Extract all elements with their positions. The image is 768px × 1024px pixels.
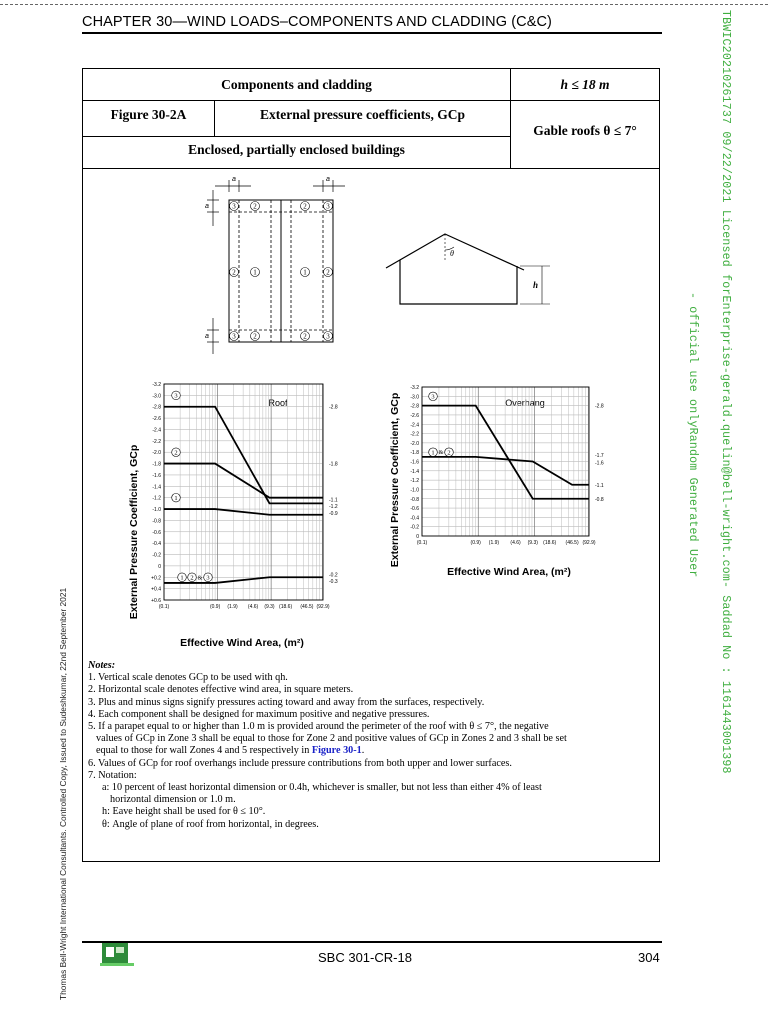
note-7-a: a: 10 percent of least horizontal dimension or 0.4h, whichever is smaller, but not less than either 4% of least <box>102 782 542 794</box>
roof-ytick-label: -3.0 <box>152 393 161 400</box>
overhang-ytick-label: -1.8 <box>410 450 419 457</box>
roof-ytick-label: -1.6 <box>152 472 161 479</box>
note-5-period: . <box>361 745 365 757</box>
overhang-ytick-label: -0.4 <box>410 515 419 522</box>
copy-watermark <box>58 520 70 1000</box>
note-5-text: equal to those for wall Zones 4 and 5 respectively in <box>96 745 310 757</box>
note-2: 2. Horizontal scale denotes effective wind area, in square meters. <box>88 684 354 696</box>
notes-heading: Notes: <box>88 660 116 671</box>
roof-ytick-label: -1.8 <box>152 461 161 468</box>
zone-label: 2 <box>326 268 330 277</box>
roof-ytick-label: -0.2 <box>152 552 161 559</box>
roof-ytick-label: -2.4 <box>152 427 161 434</box>
note-7-theta: θ: Angle of plane of roof from horizontal, in degrees. <box>102 818 319 830</box>
roof-zone-label: 3 <box>174 392 178 400</box>
roof-zone-label: 1 <box>180 574 184 582</box>
roof-chart-ylabel: External Pressure Coefficient, GCp <box>128 444 140 620</box>
roof-zone-label: 3 <box>206 574 210 582</box>
zone-label: 3 <box>326 202 330 211</box>
roof-plot-frame <box>164 384 323 600</box>
table-title: Components and cladding <box>82 68 511 101</box>
overhang-xtick-label: (1.9) <box>488 540 500 546</box>
h-label: h <box>533 280 539 290</box>
roof-ytick-label: -1.4 <box>152 484 161 491</box>
roof-section-diagram <box>380 220 560 320</box>
license-watermark-2 <box>686 292 700 632</box>
overhang-zone-label: 1 <box>431 449 435 457</box>
figure-30-1-link[interactable]: Figure 30-1 <box>311 745 362 757</box>
roof-zone-label: & <box>197 575 203 582</box>
dim-label-a: a <box>205 333 209 340</box>
roof-ytick-label: -0.8 <box>152 518 161 525</box>
roof-series-line <box>164 464 323 498</box>
overhang-xtick-label: (46.5) <box>565 540 579 546</box>
overhang-end-label: -2.8 <box>595 403 604 410</box>
figure-title: External pressure coefficients, GCp <box>215 101 511 137</box>
chapter-header: CHAPTER 30—WIND LOADS–COMPONENTS AND CLADDING (C&C) <box>82 14 552 30</box>
overhang-end-label: -0.8 <box>595 496 604 503</box>
overhang-ytick-label: -3.0 <box>410 394 419 401</box>
roof-ytick-label: +0.2 <box>151 575 161 582</box>
header-rule <box>82 32 662 34</box>
overhang-ytick-label: -2.2 <box>410 431 419 438</box>
overhang-ytick-label: -0.6 <box>410 506 419 513</box>
roof-end-label: -0.2 <box>329 572 338 579</box>
overhang-ytick-label: -1.2 <box>410 478 419 485</box>
zone-label: 3 <box>232 202 236 211</box>
note-5: 5. If a parapet equal to or higher than 1.0 m is provided around the perimeter of the roof with θ ≤ 7°, the negative <box>88 721 549 733</box>
roof-xtick-label: (9.3) <box>264 604 275 610</box>
roof-ytick-label: -0.4 <box>152 541 161 548</box>
overhang-zone-label: 3 <box>431 393 435 401</box>
roof-end-label: -0.9 <box>329 510 338 517</box>
dim-label-a: a <box>326 176 330 183</box>
note-5-cont <box>88 745 654 757</box>
roof-ytick-label: -3.2 <box>152 382 161 388</box>
note-6: 6. Values of GCp for roof overhangs include pressure contributions from both upper and lower surfaces. <box>88 757 512 769</box>
overhang-chart-title: Overhang <box>505 398 545 408</box>
note-1: 1. Vertical scale denotes GCp to be used with qh. <box>88 672 288 684</box>
roof-ytick-label: -2.2 <box>152 438 161 445</box>
overhang-end-label: -1.7 <box>595 452 604 459</box>
note-3: 3. Plus and minus signs signify pressures acting toward and away from the surfaces, respectively. <box>88 696 485 708</box>
roof-ytick-label: 0 <box>158 563 161 570</box>
overhang-ytick-label: -3.2 <box>410 385 419 391</box>
roof-ytick-label: +0.6 <box>151 598 161 604</box>
roof-xtick-label: (92.9) <box>316 604 330 610</box>
roof-chart-title: Roof <box>268 398 288 408</box>
overhang-ytick-label: 0 <box>416 534 419 540</box>
roof-zone-label: 2 <box>174 449 178 457</box>
note-7: 7. Notation: <box>88 769 137 781</box>
overhang-chart-ylabel: External Pressure Coefficient, GCp <box>389 392 401 568</box>
overhang-ytick-label: -2.0 <box>410 440 419 447</box>
zone-label: 2 <box>253 202 257 211</box>
overhang-end-label: -1.1 <box>595 482 604 489</box>
overhang-zone-label: 2 <box>447 449 451 457</box>
roof-zone-label: 2 <box>190 574 194 582</box>
overhang-chart <box>385 365 630 590</box>
zone-label: 2 <box>232 268 236 277</box>
roof-ytick-label: -2.8 <box>152 404 161 411</box>
roof-xtick-label: (1.9) <box>227 604 238 610</box>
dim-label-a: a <box>232 176 236 183</box>
roof-end-label: -2.8 <box>329 404 338 411</box>
roof-end-label: -1.2 <box>329 504 338 511</box>
overhang-ytick-label: -0.2 <box>410 524 419 531</box>
overhang-xtick-label: (0.1) <box>416 540 428 546</box>
roof-end-label: -0.3 <box>329 579 338 586</box>
roof-xtick-label: (0.1) <box>158 604 170 610</box>
note-7-h: h: Eave height shall be used for θ ≤ 10°. <box>102 806 266 818</box>
overhang-chart-xlabel: Effective Wind Area, (m²) <box>447 566 571 578</box>
license-watermark-text: TBWIC20210261737 09/22/2021 Licensed forEnterprise-gerald.quelin@bell-wright.com- Saddad No : 1161443001398 <box>719 10 732 774</box>
top-dashed-border <box>0 4 768 5</box>
building-type: Enclosed, partially enclosed buildings <box>82 137 511 169</box>
zone-label: 2 <box>303 202 307 211</box>
roof-series-line <box>164 509 323 515</box>
publisher-logo <box>100 941 134 967</box>
roof-plan-diagram <box>195 172 355 362</box>
roof-zone-label: 1 <box>174 494 178 502</box>
overhang-zone-label: & <box>438 450 444 457</box>
roof-ytick-label: -0.6 <box>152 529 161 536</box>
theta-label: θ <box>450 249 454 258</box>
roof-xtick-label: (46.5) <box>300 604 314 610</box>
overhang-xtick-label: (92.9) <box>582 540 596 546</box>
overhang-ytick-label: -2.6 <box>410 412 419 419</box>
roof-end-label: -1.1 <box>329 497 338 504</box>
footer-code: SBC 301-CR-18 <box>318 950 412 965</box>
overhang-xtick-label: (0.9) <box>470 540 481 546</box>
overhang-ytick-label: -1.0 <box>410 487 419 494</box>
roof-xtick-label: (0.9) <box>209 604 221 610</box>
zone-label: 3 <box>326 332 330 341</box>
overhang-ytick-label: -1.4 <box>410 468 419 475</box>
license-watermark <box>718 10 733 1010</box>
overhang-ytick-label: -2.8 <box>410 403 419 410</box>
zone-label: 1 <box>303 268 307 277</box>
roof-ytick-label: -1.0 <box>152 507 161 514</box>
roof-ytick-label: +0.4 <box>151 586 161 593</box>
zone-label: 3 <box>232 332 236 341</box>
dim-label-a: a <box>205 203 209 210</box>
roof-ytick-label: -2.0 <box>152 450 161 457</box>
footer-rule <box>82 941 662 943</box>
license-watermark-2-text: - official use onlyRandom Generated User <box>686 292 699 578</box>
overhang-ytick-label: -0.8 <box>410 496 419 503</box>
roof-ytick-label: -1.2 <box>152 495 161 502</box>
table-height-limit: h ≤ 18 m <box>511 68 660 101</box>
roof-end-label: -1.8 <box>329 461 338 468</box>
roof-xtick-label: (4.6) <box>247 604 259 610</box>
notes <box>88 660 654 831</box>
roof-chart <box>118 376 363 666</box>
roof-chart-xlabel: Effective Wind Area, (m²) <box>180 637 304 649</box>
note-5-cont: values of GCp in Zone 3 shall be equal to those for Zone 2 and positive values of GCp in Zones 2 and 3 shall be set <box>96 733 567 745</box>
zone-label: 2 <box>253 332 257 341</box>
zone-label: 2 <box>303 332 307 341</box>
copy-watermark-text: Thomas Bell-Wright International Consultants. Controlled Copy, Issued to Sudeshkumar, 22nd September 2021 <box>58 587 68 1000</box>
zone-label: 1 <box>253 268 257 277</box>
overhang-xtick-label: (4.6) <box>510 540 521 546</box>
roof-type: Gable roofs θ ≤ 7° <box>511 101 660 169</box>
note-7-a-cont: horizontal dimension or 1.0 m. <box>110 794 236 806</box>
overhang-xtick-label: (18.6) <box>543 540 557 546</box>
overhang-ytick-label: -2.4 <box>410 422 419 429</box>
overhang-ytick-label: -1.6 <box>410 459 419 466</box>
overhang-end-label: -1.6 <box>595 460 604 467</box>
overhang-xtick-label: (9.3) <box>527 540 538 546</box>
note-4: 4. Each component shall be designed for maximum positive and negative pressures. <box>88 708 430 720</box>
figure-number: Figure 30-2A <box>82 101 215 137</box>
roof-series-line <box>164 407 323 504</box>
roof-xtick-label: (18.6) <box>279 604 293 610</box>
roof-ytick-label: -2.6 <box>152 416 161 423</box>
page-number: 304 <box>638 950 660 965</box>
